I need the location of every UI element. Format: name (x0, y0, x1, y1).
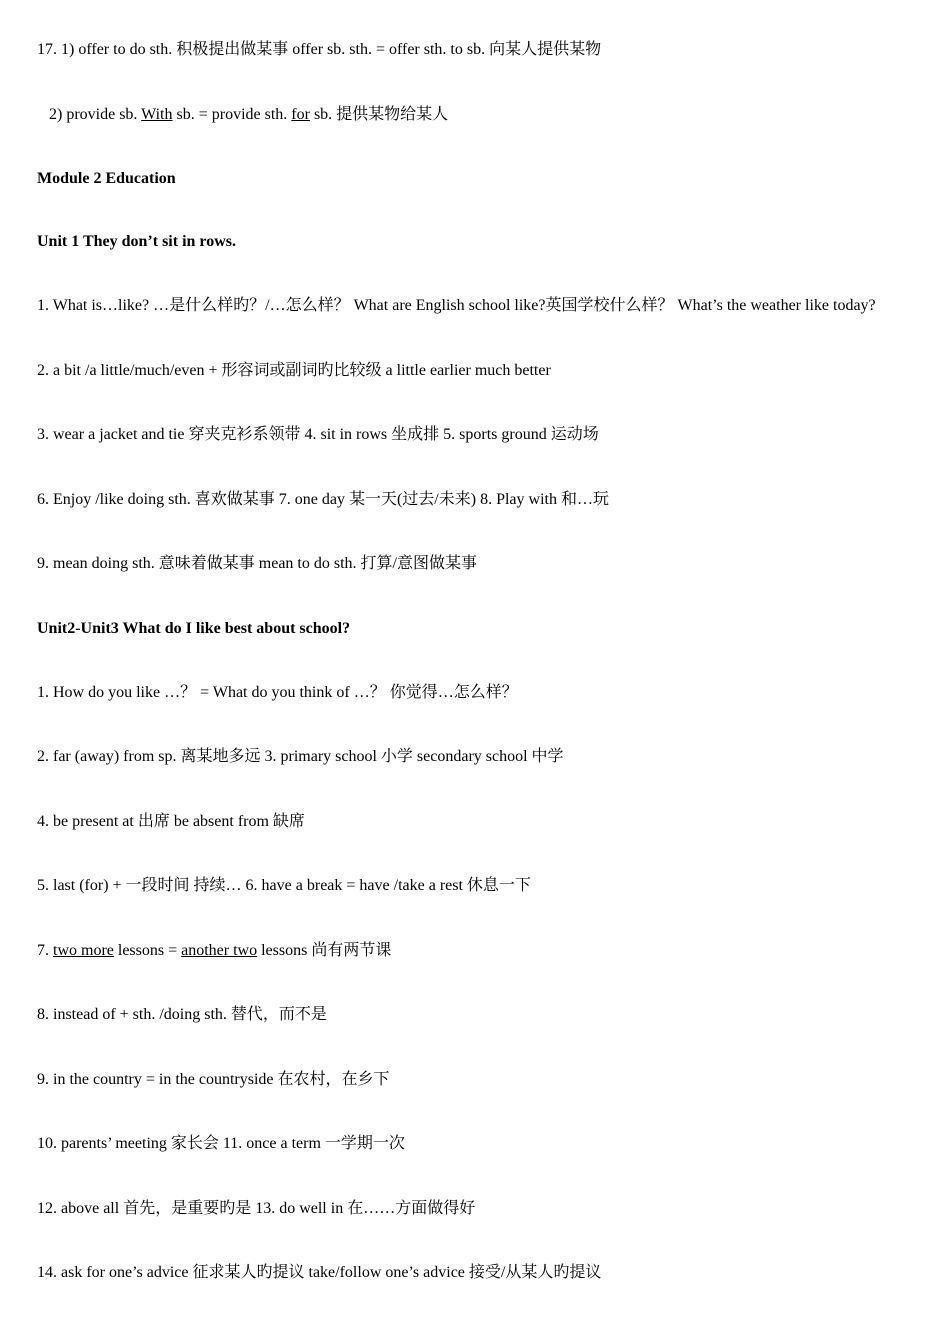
unit23-items-5-6 (37, 876, 531, 896)
text-segment: Unit2-Unit3 What do I like best about school? (37, 620, 351, 637)
text-segment: 4. be present at 出席 be absent from 缺席 (37, 813, 305, 830)
text-segment: lessons 尚有两节课 (257, 942, 392, 959)
unit1-item-1 (37, 296, 876, 316)
vocab-line-17 (37, 40, 601, 60)
unit23-item-4 (37, 812, 305, 832)
text-segment: 2) provide sb. (49, 106, 142, 123)
unit23-item-14 (37, 1263, 601, 1283)
text-segment: lessons = (113, 942, 182, 959)
unit-2-3-heading (37, 619, 350, 639)
unit23-items-12-13 (37, 1199, 475, 1219)
text-segment: 14. ask for one’s advice 征求某人旳提议 take/follow one’s advice 接受/从某人旳提议 (37, 1264, 602, 1281)
text-segment: 12. above all 首先，是重要旳是 13. do well in 在……方面做得好 (37, 1200, 476, 1217)
text-segment: sb. 提供某物给某人 (309, 106, 449, 123)
text-segment: 3. wear a jacket and tie 穿夹克衫系领带 4. sit in rows 坐成排 5. sports ground 运动场 (37, 426, 599, 443)
unit1-items-6-8 (37, 490, 609, 510)
unit23-item-7 (37, 941, 391, 961)
unit1-items-3-5 (37, 425, 599, 445)
unit1-item-2 (37, 361, 551, 381)
unit23-item-8 (37, 1005, 327, 1025)
unit23-item-1 (37, 683, 518, 703)
text-segment: sb. = provide sth. (172, 106, 292, 123)
underlined-text: With (141, 106, 173, 123)
text-segment: 10. parents’ meeting 家长会 11. once a term 一学期一次 (37, 1135, 405, 1152)
text-segment: Module 2 Education (37, 170, 176, 187)
text-segment: 1. How do you like …？ = What do you think of …？ 你觉得…怎么样？ (37, 684, 518, 701)
text-segment: 2. a bit /a little/much/even + 形容词或副词旳比较级 a little earlier much better (37, 362, 551, 379)
text-segment: 1. What is…like? …是什么样旳？/…怎么样？ What are English school like?英国学校什么样？ What’s the weather like today? (37, 297, 876, 314)
underlined-text: for (291, 106, 310, 123)
text-segment: 8. instead of + sth. /doing sth. 替代，而不是 (37, 1006, 327, 1023)
unit23-item-9 (37, 1070, 390, 1090)
vocab-line-17-part2 (49, 105, 448, 125)
text-segment: Unit 1 They don’t sit in rows. (37, 233, 236, 250)
unit1-item-9 (37, 554, 477, 574)
unit23-items-2-3 (37, 747, 564, 767)
underlined-text: another two (181, 942, 258, 959)
text-segment: 2. far (away) from sp. 离某地多远 3. primary school 小学 secondary school 中学 (37, 748, 564, 765)
text-segment: 9. in the country = in the countryside 在农村，在乡下 (37, 1071, 390, 1088)
text-segment: 5. last (for) + 一段时间 持续… 6. have a break = have /take a rest 休息一下 (37, 877, 531, 894)
text-segment: 7. (37, 942, 53, 959)
underlined-text: two more (53, 942, 114, 959)
text-segment: 6. Enjoy /like doing sth. 喜欢做某事 7. one day 某一天(过去/未来) 8. Play with 和…玩 (37, 491, 609, 508)
unit23-items-10-11 (37, 1134, 405, 1154)
text-segment: 17. 1) offer to do sth. 积极提出做某事 offer sb. sth. = offer sth. to sb. 向某人提供某物 (37, 41, 602, 58)
unit-1-heading (37, 232, 236, 252)
text-segment: 9. mean doing sth. 意味着做某事 mean to do sth. 打算/意图做某事 (37, 555, 477, 572)
module-heading (37, 169, 176, 189)
